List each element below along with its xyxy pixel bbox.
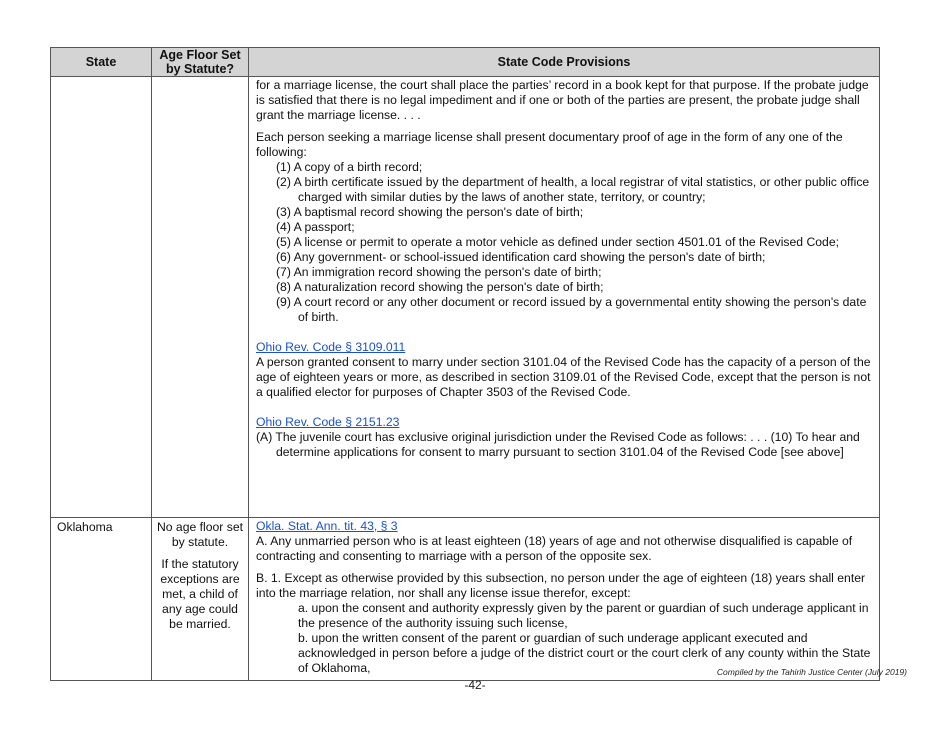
state-cell-oklahoma: Oklahoma — [51, 518, 152, 681]
oklahoma-subsection-b: b. upon the written consent of the parent or guardian of such underage applicant executed and acknowledged in person before a judge of the district court or the court clerk of any county within the State of Oklahoma, — [298, 631, 871, 675]
list-item: (2) A birth certificate issued by the department of health, a local registrar of vital statistics, or other public office charged with similar duties by the laws of another state, territory, or country; — [276, 175, 870, 204]
header-provisions: State Code Provisions — [249, 48, 880, 77]
table-row-oklahoma — [51, 518, 880, 681]
oklahoma-section-b: B. 1. Except as otherwise provided by this subsection, no person under the age of eighteen (18) years shall enter into the marriage relation, nor shall any license issue therefor, except: — [256, 571, 866, 600]
ohio-3109-011-text: A person granted consent to marry under section 3101.04 of the Revised Code has the capacity of a person of the age of eighteen years or more, as described in section 3109.01 of the Revised Code, except that the person is not a qualified elector for purposes of Chapter 3503 of the Revised Code. — [256, 355, 871, 399]
list-item: (5) A license or permit to operate a motor vehicle as defined under section 4501.01 of the Revised Code; — [276, 235, 839, 249]
list-item: (4) A passport; — [276, 220, 355, 234]
provisions-cell-ohio — [249, 77, 880, 518]
ohio-proof-list — [256, 160, 873, 325]
citation-link-ohio-2151-23[interactable]: Ohio Rev. Code § 2151.23 — [256, 415, 400, 429]
list-item: (7) An immigration record showing the person's date of birth; — [276, 265, 602, 279]
oklahoma-subsection-a: a. upon the consent and authority expressly given by the parent or guardian of such underage applicant in the presence of the authority issuing such license, — [298, 601, 869, 630]
oklahoma-section-a: A. Any unmarried person who is at least eighteen (18) years of age and not otherwise disqualified is capable of contracting and consenting to marriage with a person of the opposite sex. — [256, 534, 853, 563]
list-item: (9) A court record or any other document or record issued by a governmental entity showing the person's date of birth. — [276, 295, 867, 324]
table-row-ohio — [51, 77, 880, 518]
list-item: (6) Any government- or school-issued identification card showing the person's date of birth; — [276, 250, 766, 264]
header-row — [51, 48, 880, 77]
provisions-table — [50, 47, 880, 681]
floor-cell-ohio — [152, 77, 249, 518]
ohio-proof-intro: Each person seeking a marriage license shall present documentary proof of age in the form of any one of the following: — [256, 130, 843, 159]
page-number: -42- — [464, 678, 486, 692]
citation-link-okla-43-3[interactable]: Okla. Stat. Ann. tit. 43, § 3 — [256, 519, 398, 533]
footer-credit: Compiled by the Tahirih Justice Center (July 2019) — [716, 667, 907, 677]
state-cell-ohio — [51, 77, 152, 518]
citation-link-ohio-3109-011[interactable]: Ohio Rev. Code § 3109.011 — [256, 340, 406, 354]
oklahoma-floor-note: If the statutory exceptions are met, a child of any age could be married. — [160, 557, 240, 631]
list-item: (1) A copy of a birth record; — [276, 160, 423, 174]
oklahoma-floor-status: No age floor set by statute. — [156, 520, 244, 549]
provisions-cell-oklahoma — [249, 518, 880, 681]
ohio-2151-23-text: (A) The juvenile court has exclusive original jurisdiction under the Revised Code as follows: . . . (10) To hear and determine applications for consent to marry pursuant to section 3101.04 of the Revised Code [see above] — [256, 430, 860, 459]
floor-cell-oklahoma — [152, 518, 249, 681]
list-item: (3) A baptismal record showing the person's date of birth; — [276, 205, 584, 219]
ohio-license-paragraph: for a marriage license, the court shall place the parties’ record in a book kept for that purpose. If the probate judge is satisfied that there is no legal impediment and if one or both of the parties are present, the probate judge shall grant the marriage license. . . . — [256, 78, 869, 122]
header-state: State — [51, 48, 152, 77]
header-age-floor: Age Floor Set by Statute? — [152, 48, 249, 77]
list-item: (8) A naturalization record showing the person's date of birth; — [276, 280, 604, 294]
